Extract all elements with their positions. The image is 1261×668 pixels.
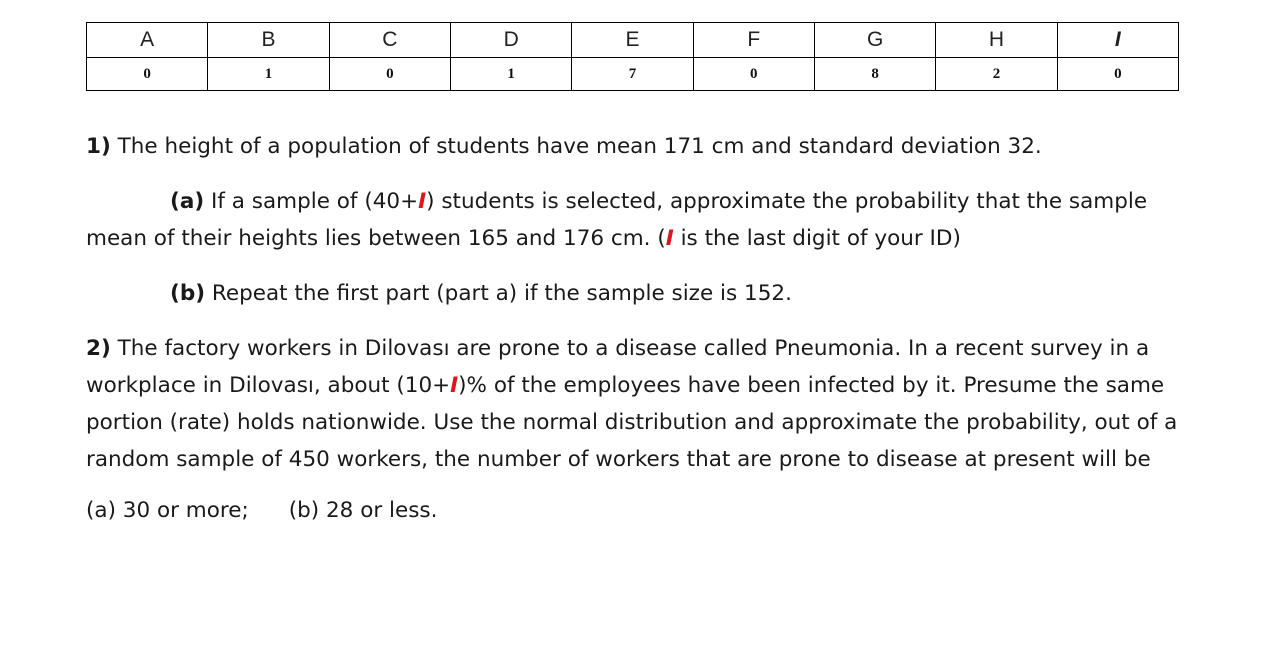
letter-cell: B bbox=[208, 23, 329, 58]
question-2b: (b) 28 or less. bbox=[288, 498, 438, 523]
digit-cell: 0 bbox=[329, 58, 450, 91]
letter-cell: E bbox=[572, 23, 693, 58]
variable-i: I bbox=[418, 189, 427, 214]
question-1 bbox=[86, 128, 1186, 165]
question-1a-label: (a) bbox=[170, 189, 205, 214]
digit-cell: 0 bbox=[1057, 58, 1178, 91]
variable-i: I bbox=[450, 373, 459, 398]
digit-cell: 1 bbox=[208, 58, 329, 91]
digit-cell: 0 bbox=[87, 58, 208, 91]
digit-cell: 8 bbox=[814, 58, 935, 91]
question-1b-label: (b) bbox=[170, 281, 206, 306]
digit-row bbox=[87, 58, 1179, 91]
question-2-number: 2) bbox=[86, 336, 111, 361]
digit-cell: 7 bbox=[572, 58, 693, 91]
variable-i: I bbox=[665, 226, 674, 251]
letter-cell: F bbox=[693, 23, 814, 58]
question-2-text-2: )% of the employees have been infected by it. Presume the same portion (rate) holds nationwide. Use the normal distribution and approximate the probability, out of a random sample of 450 workers, the number of workers that are prone to disease at present will be bbox=[86, 373, 1178, 472]
letter-cell: D bbox=[450, 23, 571, 58]
question-1-number: 1) bbox=[86, 134, 111, 159]
letter-row bbox=[87, 23, 1179, 58]
digit-cell: 0 bbox=[693, 58, 814, 91]
question-1a bbox=[86, 183, 1186, 257]
question-2a: (a) 30 or more; bbox=[86, 498, 249, 523]
question-1a-text-3: is the last digit of your ID) bbox=[673, 226, 961, 251]
letter-cell: G bbox=[814, 23, 935, 58]
question-1-text: The height of a population of students have mean 171 cm and standard deviation 32. bbox=[117, 134, 1042, 159]
question-2-text-1: The factory workers in Dilovası are prone to a disease called Pneumonia. In a recent survey in a workplace in Dilovası, about (10+ bbox=[86, 336, 1150, 398]
question-1b-text: Repeat the first part (part a) if the sample size is 152. bbox=[211, 281, 792, 306]
digit-cell: 1 bbox=[450, 58, 571, 91]
letter-cell: A bbox=[87, 23, 208, 58]
question-content bbox=[86, 128, 1186, 529]
question-1a-text-2: ) students is selected, approximate the probability that the sample mean of their heights lies between 165 and 176 cm. ( bbox=[86, 189, 1148, 251]
id-digit-table bbox=[86, 22, 1179, 91]
letter-cell: C bbox=[329, 23, 450, 58]
question-1b bbox=[86, 275, 1186, 312]
letter-cell: H bbox=[936, 23, 1057, 58]
question-2 bbox=[86, 330, 1186, 478]
letter-cell-i: I bbox=[1057, 23, 1178, 58]
digit-cell: 2 bbox=[936, 58, 1057, 91]
question-2-parts bbox=[86, 492, 1186, 529]
question-1a-text-1: If a sample of (40+ bbox=[211, 189, 419, 214]
